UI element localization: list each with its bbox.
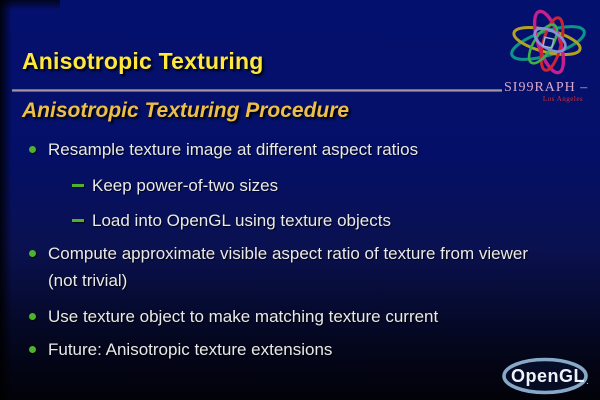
bullet-item — [48, 336, 534, 363]
left-edge-vignette — [0, 0, 12, 400]
siggraph-swirl-icon — [502, 6, 594, 80]
bullet-dot-icon — [29, 146, 36, 153]
slide-title: Anisotropic Texturing — [22, 48, 264, 74]
siggraph-center-mark — [543, 37, 554, 48]
sub-bullet-text: Load into OpenGL using texture objects — [92, 211, 391, 230]
title-underline — [12, 89, 502, 92]
opengl-wordmark: OpenGL — [511, 366, 585, 386]
bullet-dash-icon — [72, 184, 84, 187]
bullet-text: Use texture object to make matching texture current — [48, 307, 439, 326]
slide-subtitle: Anisotropic Texturing Procedure — [22, 99, 350, 122]
bullet-dash-icon — [72, 219, 84, 222]
opengl-trademark: . — [586, 376, 589, 387]
bullet-item — [48, 240, 534, 294]
corner-vignette — [0, 0, 60, 10]
opengl-logo — [500, 354, 598, 398]
siggraph-wordmark: SI99RAPH – — [504, 80, 589, 95]
sub-bullet-text: Keep power-of-two sizes — [92, 176, 279, 195]
bullet-dot-icon — [29, 250, 36, 257]
sub-bullet-item — [92, 172, 552, 199]
bullet-dot-icon — [29, 346, 36, 353]
sub-bullet-item — [92, 207, 552, 234]
bullet-text: Resample texture image at different aspect ratios — [48, 140, 419, 159]
bullet-text: Compute approximate visible aspect ratio of texture from viewer (not trivial) — [48, 244, 528, 290]
siggraph-city-label: Los Angeles — [542, 95, 584, 103]
bullet-text: Future: Anisotropic texture extensions — [48, 340, 333, 359]
wordmark-dash: – — [580, 80, 589, 95]
siggraph-99-logo — [500, 4, 596, 104]
bullet-dot-icon — [29, 313, 36, 320]
bullet-item — [48, 136, 534, 163]
bullet-item — [48, 303, 534, 330]
